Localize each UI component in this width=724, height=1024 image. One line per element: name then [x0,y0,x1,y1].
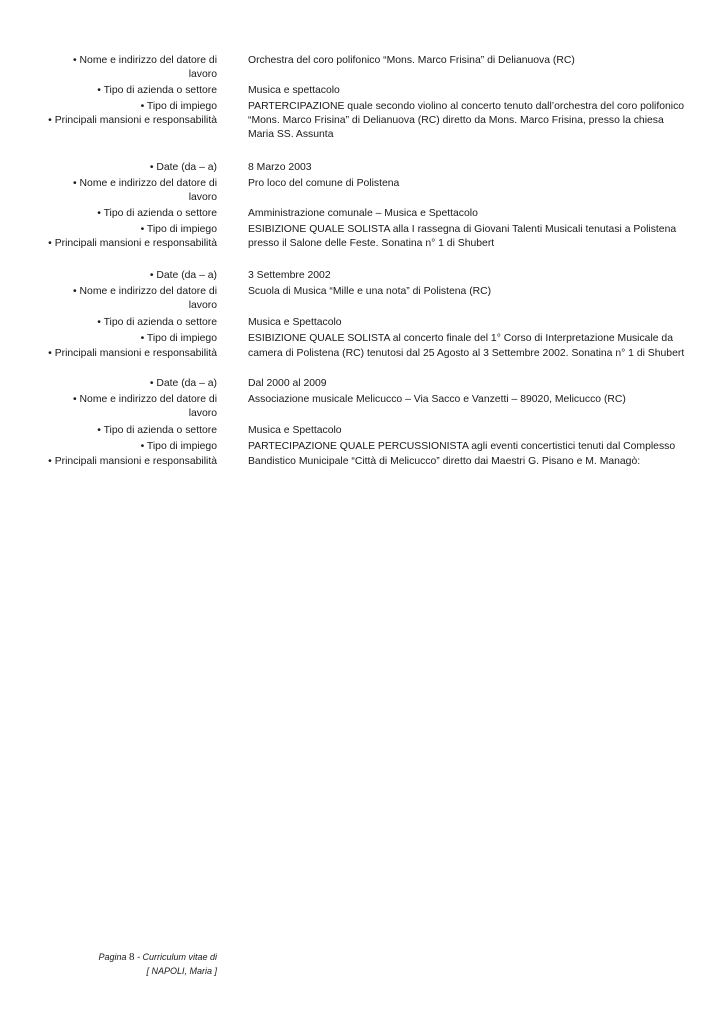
sector-value: Amministrazione comunale – Musica e Spettacolo [248,208,478,219]
description-line: Maria SS. Assunta [248,129,334,140]
employer-label-line2: lavoro [188,192,217,203]
duties-label: • Principali mansioni e responsabilità [48,115,217,126]
duties-label: • Principali mansioni e responsabilità [48,238,217,249]
sector-value: Musica e Spettacolo [248,317,342,328]
employer-label [27,393,217,421]
description-line: presso il Salone delle Feste. Sonatina n° 1 di Shubert [248,238,495,249]
footer-page-suffix: - Curriculum vitae di [134,952,217,962]
employer-value: Scuola di Musica “Mille e una nota” di Polistena (RC) [248,286,492,297]
footer-name: [ NAPOLI, Maria ] [146,966,217,976]
employer-value: Associazione musicale Melicucco – Via Sacco e Vanzetti – 89020, Melicucco (RC) [248,394,626,405]
employer-label-line2: lavoro [188,300,217,311]
description-line: PARTECIPAZIONE QUALE PERCUSSIONISTA agli eventi concertistici tenuti dal Complesso [248,441,676,452]
employer-label-line1: • Nome e indirizzo del datore di [73,178,217,189]
date-value: 8 Marzo 2003 [248,162,312,173]
date-value: Dal 2000 al 2009 [248,378,327,389]
sector-value: Musica e spettacolo [248,85,340,96]
description-line: ESIBIZIONE QUALE SOLISTA al concerto finale del 1° Corso di Interpretazione Musicale da [248,333,673,344]
employer-label-line2: lavoro [188,69,217,80]
job-type-label: • Tipo di impiego [140,101,217,112]
description-line: camera di Polistena (RC) tenutosi dal 25 Agosto al 3 Settembre 2002. Sonatina n° 1 di Shubert [248,348,685,359]
date-label: • Date (da – a) [149,270,217,281]
job-type-label: • Tipo di impiego [140,333,217,344]
job-type-label: • Tipo di impiego [140,441,217,452]
page-footer [17,950,217,978]
employer-value: Pro loco del comune di Polistena [248,178,400,189]
sector-label: • Tipo di azienda o settore [97,425,217,436]
description-line: Bandistico Municipale “Città di Melicucco” diretto dai Maestri G. Pisano e M. Managò: [248,456,641,467]
date-label: • Date (da – a) [149,378,217,389]
employer-label-line1: • Nome e indirizzo del datore di [73,55,217,66]
sector-label: • Tipo di azienda o settore [97,85,217,96]
description-line: PARTERCIPAZIONE quale secondo violino al concerto tenuto dall’orchestra del coro polifonico [248,101,685,112]
employer-label [27,54,217,82]
footer-page-prefix: Pagina [98,952,129,962]
sector-label: • Tipo di azienda o settore [97,208,217,219]
job-type-label: • Tipo di impiego [140,224,217,235]
employer-label-line1: • Nome e indirizzo del datore di [73,286,217,297]
date-label: • Date (da – a) [149,162,217,173]
duties-label: • Principali mansioni e responsabilità [48,456,217,467]
duties-label: • Principali mansioni e responsabilità [48,348,217,359]
employer-label [27,177,217,205]
sector-value: Musica e Spettacolo [248,425,342,436]
sector-label: • Tipo di azienda o settore [97,317,217,328]
description-line: ESIBIZIONE QUALE SOLISTA alla I rassegna di Giovani Talenti Musicali tenutasi a Polistena [248,224,677,235]
employer-label-line1: • Nome e indirizzo del datore di [73,394,217,405]
description-line: “Mons. Marco Frisina” di Delianuova (RC) diretto da Mons. Marco Frisina, presso la chiesa [248,115,664,126]
employer-label-line2: lavoro [188,408,217,419]
footer-page-number: 8 [128,951,135,963]
employer-value: Orchestra del coro polifonico “Mons. Marco Frisina” di Delianuova (RC) [248,55,575,66]
employer-label [27,285,217,313]
date-value: 3 Settembre 2002 [248,270,331,281]
